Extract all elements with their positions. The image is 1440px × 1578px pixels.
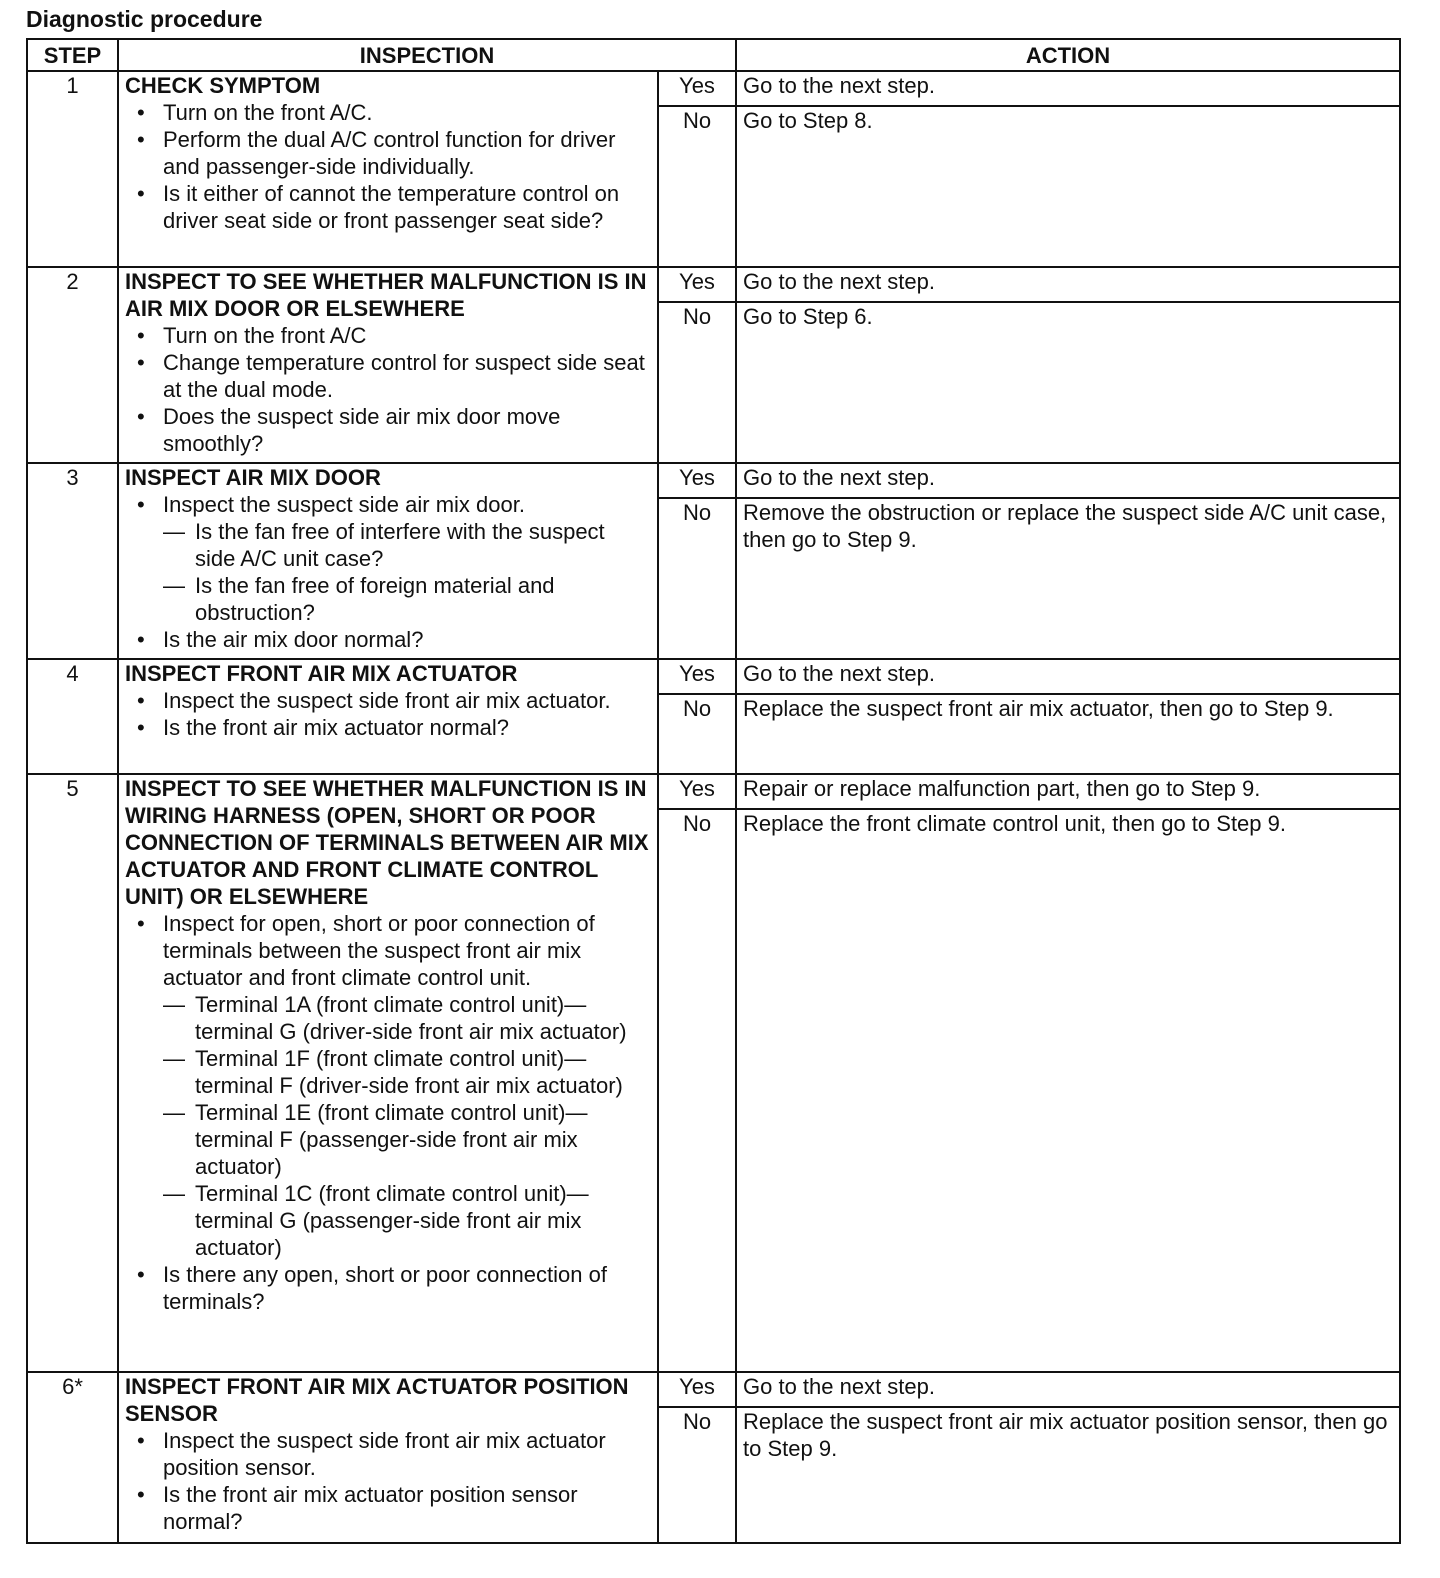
yes-action: Go to the next step. <box>736 1372 1400 1407</box>
sub-bullet: — Terminal 1E (front climate control unit)— terminal F (passenger-side front air mix actuator) <box>163 1099 651 1180</box>
bullet-text: Is there any open, short or poor connection of terminals? <box>163 1262 607 1314</box>
bullet-text: Is the front air mix actuator normal? <box>163 715 510 740</box>
step-number: 2 <box>27 267 118 463</box>
inspection-bullet <box>125 910 651 1261</box>
bullet-text: Inspect for open, short or poor connection of terminals between the suspect front air mix actuator and front climate control unit. <box>163 911 595 990</box>
inspection-bullets <box>125 910 651 1315</box>
step-row-yes <box>27 774 1400 809</box>
sub-bullet: — Is the fan free of foreign material and obstruction? <box>163 572 651 626</box>
step-number: 3 <box>27 463 118 659</box>
inspection-bullet <box>125 1261 651 1315</box>
inspection-bullets <box>125 99 651 234</box>
inspection-cell <box>118 463 658 659</box>
step-number: 4 <box>27 659 118 774</box>
bullet-text: Is the front air mix actuator position sensor normal? <box>163 1482 578 1534</box>
sub-bullet: — Is the fan free of interfere with the suspect side A/C unit case? <box>163 518 651 572</box>
no-label: No <box>658 809 736 1372</box>
sub-bullet: — Terminal 1A (front climate control unit)— terminal G (driver-side front air mix actuator) <box>163 991 651 1045</box>
bullet-text: Inspect the suspect side air mix door. <box>163 492 525 517</box>
bullet-text: Is it either of cannot the temperature control on driver seat side or front passenger seat side? <box>163 181 620 233</box>
inspection-title: INSPECT FRONT AIR MIX ACTUATOR <box>125 661 518 686</box>
no-label: No <box>658 106 736 267</box>
bullet-text: Change temperature control for suspect side seat at the dual mode. <box>163 350 645 402</box>
bullet-text: Turn on the front A/C. <box>163 100 373 125</box>
step-number: 1 <box>27 71 118 267</box>
bullet-text: Does the suspect side air mix door move smoothly? <box>163 404 561 456</box>
no-action: Go to Step 8. <box>736 106 1400 267</box>
yes-action: Repair or replace malfunction part, then go to Step 9. <box>736 774 1400 809</box>
table-body <box>27 71 1400 1543</box>
inspection-bullets <box>125 491 651 653</box>
bullet-text: Perform the dual A/C control function for driver and passenger-side individually. <box>163 127 616 179</box>
yes-label: Yes <box>658 774 736 809</box>
no-action: Replace the suspect front air mix actuator, then go to Step 9. <box>736 694 1400 774</box>
inspection-bullet <box>125 180 651 234</box>
sub-bullet: — Terminal 1F (front climate control unit)— terminal F (driver-side front air mix actuator) <box>163 1045 651 1099</box>
header-step: STEP <box>27 39 118 71</box>
sub-bullet: — Terminal 1C (front climate control unit)— terminal G (passenger-side front air mix actuator) <box>163 1180 651 1261</box>
step-row-yes <box>27 463 1400 498</box>
inspection-bullet <box>125 1427 651 1481</box>
inspection-cell <box>118 267 658 463</box>
inspection-bullet <box>125 126 651 180</box>
no-label: No <box>658 302 736 463</box>
bullet-text: Turn on the front A/C <box>163 323 367 348</box>
no-action: Remove the obstruction or replace the suspect side A/C unit case, then go to Step 9. <box>736 498 1400 659</box>
inspection-cell <box>118 774 658 1372</box>
step-number: 5 <box>27 774 118 1372</box>
inspection-cell <box>118 1372 658 1543</box>
inspection-title: INSPECT AIR MIX DOOR <box>125 465 381 490</box>
page-title: Diagnostic procedure <box>26 6 263 32</box>
header-inspection: INSPECTION <box>118 39 736 71</box>
yes-action: Go to the next step. <box>736 267 1400 302</box>
step-number: 6* <box>27 1372 118 1543</box>
inspection-cell <box>118 71 658 267</box>
header-action: ACTION <box>736 39 1400 71</box>
yes-label: Yes <box>658 71 736 106</box>
inspection-bullet <box>125 322 651 349</box>
inspection-bullet <box>125 349 651 403</box>
inspection-bullets <box>125 1427 651 1535</box>
inspection-bullets <box>125 322 651 457</box>
inspection-bullets <box>125 687 651 741</box>
no-action: Replace the suspect front air mix actuator position sensor, then go to Step 9. <box>736 1407 1400 1543</box>
inspection-bullet <box>125 403 651 457</box>
no-label: No <box>658 498 736 659</box>
yes-action: Go to the next step. <box>736 71 1400 106</box>
no-label: No <box>658 1407 736 1543</box>
no-label: No <box>658 694 736 774</box>
inspection-bullet <box>125 491 651 626</box>
no-action: Replace the front climate control unit, then go to Step 9. <box>736 809 1400 1372</box>
bullet-text: Is the air mix door normal? <box>163 627 424 652</box>
inspection-title: CHECK SYMPTOM <box>125 73 321 98</box>
yes-action: Go to the next step. <box>736 463 1400 498</box>
inspection-bullet <box>125 1481 651 1535</box>
bullet-text: Inspect the suspect side front air mix actuator. <box>163 688 611 713</box>
step-row-yes <box>27 659 1400 694</box>
step-row-yes <box>27 1372 1400 1407</box>
inspection-bullet <box>125 687 651 714</box>
inspection-bullet <box>125 626 651 653</box>
yes-action: Go to the next step. <box>736 659 1400 694</box>
bullet-text: Inspect the suspect side front air mix actuator position sensor. <box>163 1428 606 1480</box>
sub-bullets <box>163 991 651 1261</box>
yes-label: Yes <box>658 659 736 694</box>
inspection-bullet <box>125 99 651 126</box>
step-row-yes <box>27 267 1400 302</box>
inspection-title: INSPECT TO SEE WHETHER MALFUNCTION IS IN AIR MIX DOOR OR ELSEWHERE <box>125 269 647 321</box>
inspection-cell <box>118 659 658 774</box>
inspection-title: INSPECT FRONT AIR MIX ACTUATOR POSITION SENSOR <box>125 1374 629 1426</box>
yes-label: Yes <box>658 463 736 498</box>
header-row <box>27 39 1400 71</box>
inspection-title: INSPECT TO SEE WHETHER MALFUNCTION IS IN WIRING HARNESS (OPEN, SHORT OR POOR CONNECTION OF TERMINALS BETWEEN AIR MIX ACTUATOR AND FRONT CLIMATE CONTROL UNIT) OR ELSEWHERE <box>125 776 649 909</box>
step-row-yes <box>27 71 1400 106</box>
yes-label: Yes <box>658 267 736 302</box>
yes-label: Yes <box>658 1372 736 1407</box>
no-action: Go to Step 6. <box>736 302 1400 463</box>
diagnostic-table <box>26 38 1401 1544</box>
inspection-bullet <box>125 714 651 741</box>
sub-bullets <box>163 518 651 626</box>
